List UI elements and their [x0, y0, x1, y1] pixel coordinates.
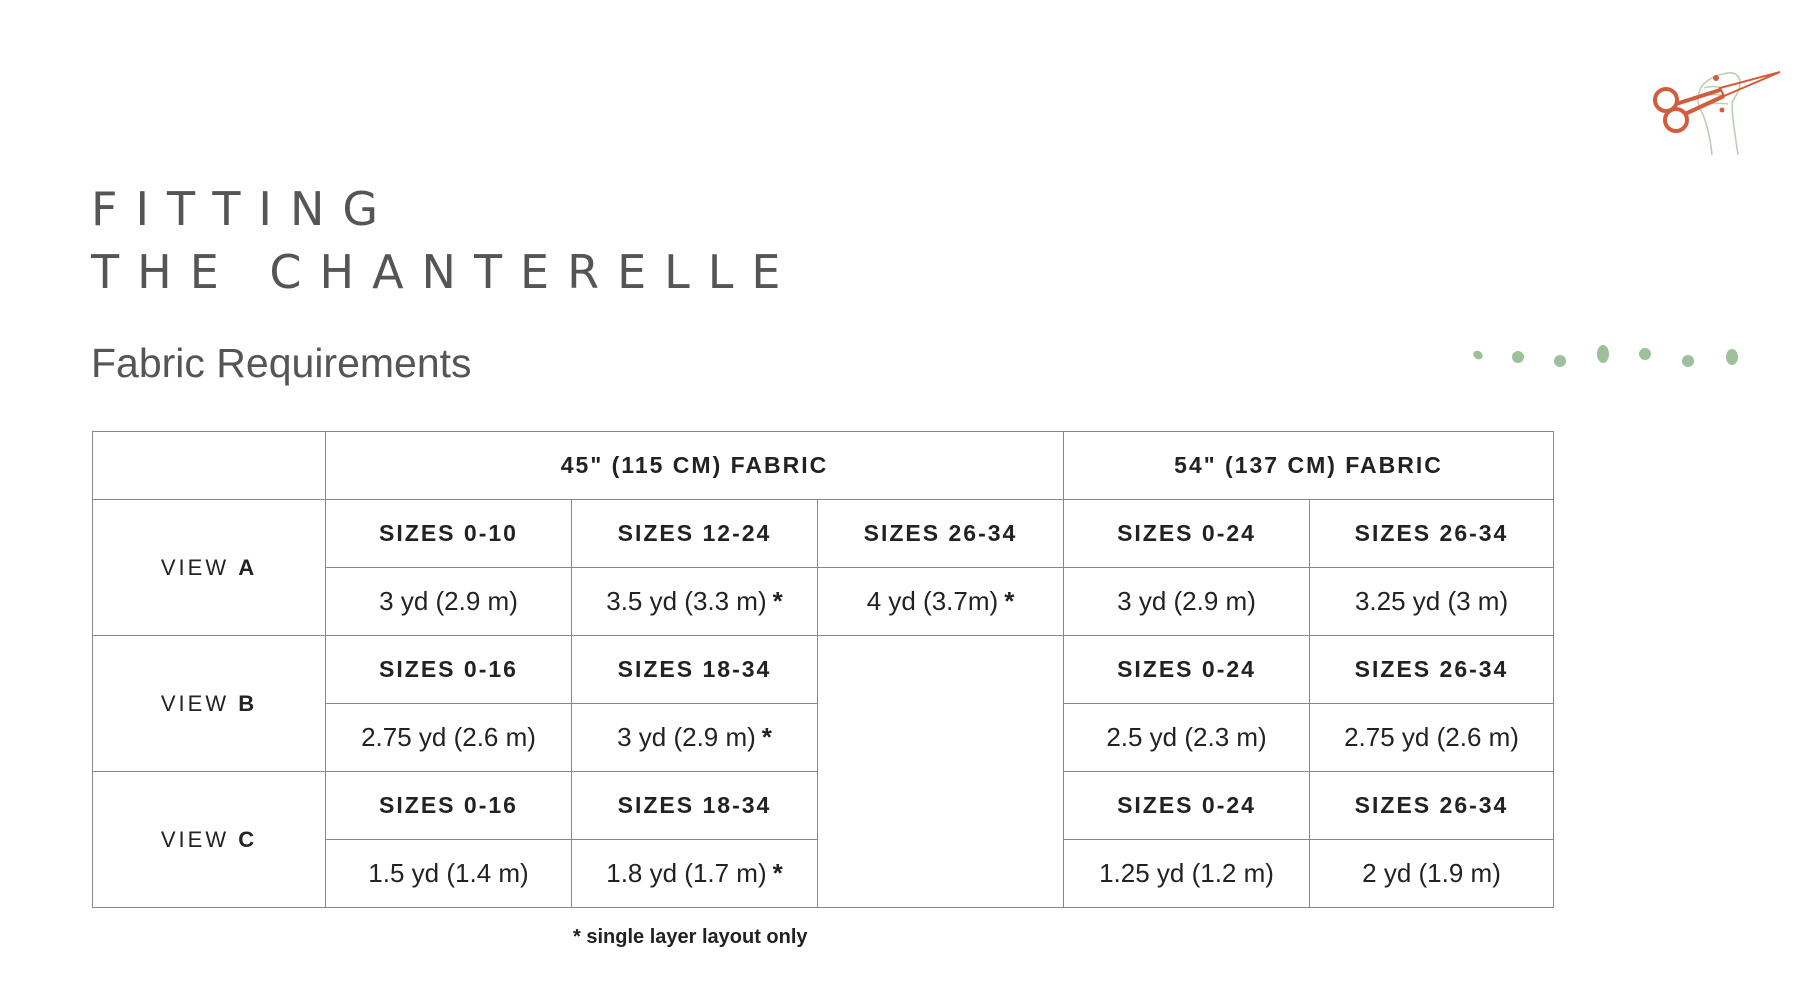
size-cell: SIZES 26-34	[1310, 772, 1554, 840]
header-54-fabric: 54" (137 CM) FABRIC	[1064, 432, 1554, 500]
hand-holding-scissors-icon	[1640, 60, 1790, 160]
size-cell: SIZES 12-24	[572, 500, 818, 568]
value-cell: 1.5 yd (1.4 m)	[326, 840, 572, 908]
size-cell: SIZES 18-34	[572, 636, 818, 704]
empty-merged-cell	[818, 636, 1064, 908]
asterisk-mark: *	[1004, 586, 1015, 616]
leaf-dots-icon	[1470, 335, 1770, 375]
page-title	[91, 178, 798, 304]
value-cell: 2.75 yd (2.6 m)	[1310, 704, 1554, 772]
value-cell: 3.5 yd (3.3 m) *	[572, 568, 818, 636]
size-cell: SIZES 0-16	[326, 772, 572, 840]
size-cell: SIZES 18-34	[572, 772, 818, 840]
value-cell: 2.5 yd (2.3 m)	[1064, 704, 1310, 772]
value-cell: 1.25 yd (1.2 m)	[1064, 840, 1310, 908]
value-cell: 3.25 yd (3 m)	[1310, 568, 1554, 636]
title-line-2: THE CHANTERELLE	[91, 245, 799, 299]
value-cell: 4 yd (3.7m) *	[818, 568, 1064, 636]
footnote: * single layer layout only	[573, 926, 808, 948]
header-45-fabric: 45" (115 CM) FABRIC	[326, 432, 1064, 500]
size-cell: SIZES 26-34	[1310, 500, 1554, 568]
value-cell: 3 yd (2.9 m)	[326, 568, 572, 636]
section-subtitle: Fabric Requirements	[91, 340, 472, 386]
view-c-label: VIEW C	[93, 772, 326, 908]
size-cell: SIZES 0-24	[1064, 636, 1310, 704]
table-row	[93, 500, 1554, 568]
asterisk-mark: *	[772, 586, 783, 616]
value-cell: 2.75 yd (2.6 m)	[326, 704, 572, 772]
size-cell: SIZES 0-24	[1064, 772, 1310, 840]
value-cell: 2 yd (1.9 m)	[1310, 840, 1554, 908]
size-cell: SIZES 26-34	[818, 500, 1064, 568]
value-cell: 1.8 yd (1.7 m) *	[572, 840, 818, 908]
asterisk-mark: *	[761, 722, 772, 752]
table-row	[93, 636, 1554, 704]
title-line-1: FITTING	[91, 182, 397, 236]
value-cell: 3 yd (2.9 m)	[1064, 568, 1310, 636]
table-row	[93, 432, 1554, 500]
size-cell: SIZES 0-24	[1064, 500, 1310, 568]
fabric-requirements-table	[92, 431, 1554, 908]
asterisk-mark: *	[772, 858, 783, 888]
size-cell: SIZES 0-10	[326, 500, 572, 568]
value-cell: 3 yd (2.9 m) *	[572, 704, 818, 772]
empty-header-cell	[93, 432, 326, 500]
size-cell: SIZES 0-16	[326, 636, 572, 704]
view-b-label: VIEW B	[93, 636, 326, 772]
view-a-label: VIEW A	[93, 500, 326, 636]
size-cell: SIZES 26-34	[1310, 636, 1554, 704]
